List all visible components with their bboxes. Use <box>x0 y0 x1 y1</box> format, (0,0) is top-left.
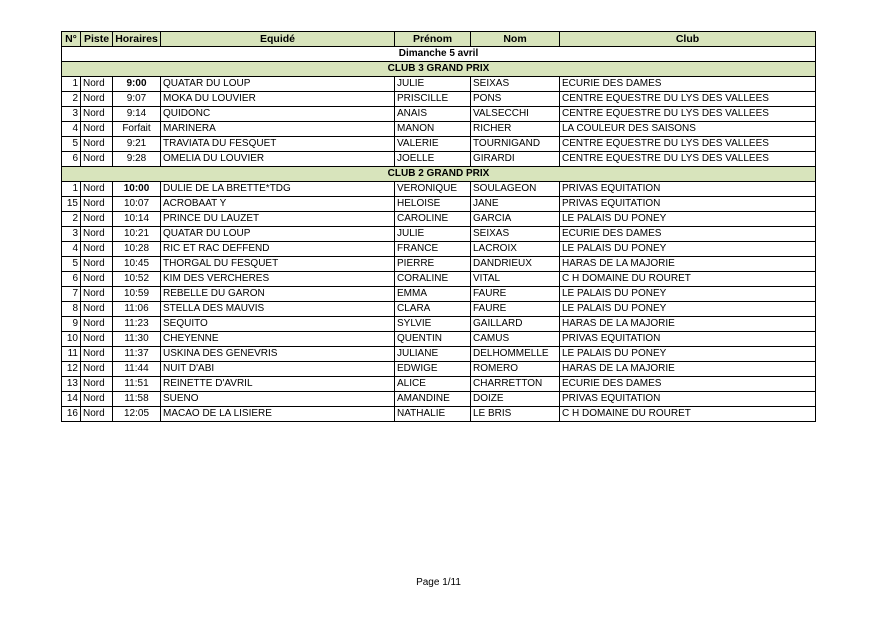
cell-num: 8 <box>62 302 81 317</box>
cell-club: LA COULEUR DES SAISONS <box>560 122 816 137</box>
cell-equide: MOKA DU LOUVIER <box>161 92 395 107</box>
header-row <box>62 32 816 47</box>
cell-club: PRIVAS EQUITATION <box>560 182 816 197</box>
cell-nom: ROMERO <box>471 362 560 377</box>
cell-nom: DOIZE <box>471 392 560 407</box>
section-title: CLUB 3 GRAND PRIX <box>62 62 816 77</box>
cell-club: PRIVAS EQUITATION <box>560 392 816 407</box>
table-row <box>62 107 816 122</box>
cell-time: 9:14 <box>113 107 161 122</box>
header-club: Club <box>560 32 816 47</box>
header-horaires: Horaires <box>113 32 161 47</box>
cell-piste: Nord <box>81 272 113 287</box>
cell-equide: PRINCE DU LAUZET <box>161 212 395 227</box>
cell-time: 9:00 <box>113 77 161 92</box>
cell-num: 2 <box>62 92 81 107</box>
cell-time: 9:28 <box>113 152 161 167</box>
cell-club: HARAS DE LA MAJORIE <box>560 362 816 377</box>
cell-prenom: PIERRE <box>395 257 471 272</box>
table-row <box>62 197 816 212</box>
cell-club: CENTRE EQUESTRE DU LYS DES VALLEES <box>560 152 816 167</box>
table-row <box>62 302 816 317</box>
cell-num: 4 <box>62 242 81 257</box>
cell-equide: OMELIA DU LOUVIER <box>161 152 395 167</box>
cell-club: LE PALAIS DU PONEY <box>560 242 816 257</box>
cell-prenom: CAROLINE <box>395 212 471 227</box>
cell-equide: KIM DES VERCHERES <box>161 272 395 287</box>
cell-piste: Nord <box>81 407 113 422</box>
cell-time: 10:28 <box>113 242 161 257</box>
cell-nom: LE BRIS <box>471 407 560 422</box>
cell-time: 9:07 <box>113 92 161 107</box>
cell-num: 1 <box>62 182 81 197</box>
cell-club: PRIVAS EQUITATION <box>560 332 816 347</box>
cell-time: 10:45 <box>113 257 161 272</box>
cell-club: LE PALAIS DU PONEY <box>560 287 816 302</box>
cell-piste: Nord <box>81 182 113 197</box>
cell-num: 1 <box>62 77 81 92</box>
cell-num: 14 <box>62 392 81 407</box>
cell-equide: REBELLE DU GARON <box>161 287 395 302</box>
cell-time: 10:00 <box>113 182 161 197</box>
cell-time: 12:05 <box>113 407 161 422</box>
day-row <box>62 47 816 62</box>
cell-nom: SOULAGEON <box>471 182 560 197</box>
cell-piste: Nord <box>81 122 113 137</box>
cell-nom: TOURNIGAND <box>471 137 560 152</box>
cell-num: 12 <box>62 362 81 377</box>
table-row <box>62 272 816 287</box>
cell-club: ECURIE DES DAMES <box>560 77 816 92</box>
cell-num: 4 <box>62 122 81 137</box>
cell-equide: DULIE DE LA BRETTE*TDG <box>161 182 395 197</box>
cell-prenom: QUENTIN <box>395 332 471 347</box>
cell-piste: Nord <box>81 392 113 407</box>
cell-num: 3 <box>62 107 81 122</box>
cell-club: HARAS DE LA MAJORIE <box>560 257 816 272</box>
cell-club: ECURIE DES DAMES <box>560 227 816 242</box>
cell-nom: CHARRETTON <box>471 377 560 392</box>
cell-club: LE PALAIS DU PONEY <box>560 212 816 227</box>
cell-time: 11:06 <box>113 302 161 317</box>
cell-nom: FAURE <box>471 302 560 317</box>
table-row <box>62 377 816 392</box>
cell-equide: THORGAL DU FESQUET <box>161 257 395 272</box>
cell-num: 13 <box>62 377 81 392</box>
cell-time: 11:44 <box>113 362 161 377</box>
cell-nom: DANDRIEUX <box>471 257 560 272</box>
cell-time: 11:51 <box>113 377 161 392</box>
cell-piste: Nord <box>81 302 113 317</box>
table-row <box>62 77 816 92</box>
cell-club: C H DOMAINE DU ROURET <box>560 407 816 422</box>
cell-piste: Nord <box>81 92 113 107</box>
cell-prenom: MANON <box>395 122 471 137</box>
cell-equide: RIC ET RAC DEFFEND <box>161 242 395 257</box>
section-row <box>62 62 816 77</box>
cell-club: CENTRE EQUESTRE DU LYS DES VALLEES <box>560 137 816 152</box>
cell-time: Forfait <box>113 122 161 137</box>
cell-piste: Nord <box>81 242 113 257</box>
cell-piste: Nord <box>81 137 113 152</box>
cell-time: 10:14 <box>113 212 161 227</box>
cell-nom: SEIXAS <box>471 77 560 92</box>
cell-num: 15 <box>62 197 81 212</box>
cell-piste: Nord <box>81 332 113 347</box>
cell-equide: QUATAR DU LOUP <box>161 77 395 92</box>
cell-equide: CHEYENNE <box>161 332 395 347</box>
cell-num: 6 <box>62 272 81 287</box>
cell-prenom: EMMA <box>395 287 471 302</box>
header-num: N° <box>62 32 81 47</box>
cell-prenom: JULIE <box>395 227 471 242</box>
cell-nom: PONS <box>471 92 560 107</box>
cell-prenom: JULIE <box>395 77 471 92</box>
cell-club: LE PALAIS DU PONEY <box>560 302 816 317</box>
cell-piste: Nord <box>81 377 113 392</box>
cell-prenom: SYLVIE <box>395 317 471 332</box>
cell-prenom: CLARA <box>395 302 471 317</box>
cell-equide: MACAO DE LA LISIERE <box>161 407 395 422</box>
header-prenom: Prénom <box>395 32 471 47</box>
table-row <box>62 287 816 302</box>
cell-prenom: JOELLE <box>395 152 471 167</box>
table-row <box>62 242 816 257</box>
cell-num: 5 <box>62 137 81 152</box>
cell-num: 11 <box>62 347 81 362</box>
cell-club: HARAS DE LA MAJORIE <box>560 317 816 332</box>
table-row <box>62 152 816 167</box>
cell-prenom: HELOISE <box>395 197 471 212</box>
cell-nom: DELHOMMELLE <box>471 347 560 362</box>
cell-nom: CAMUS <box>471 332 560 347</box>
cell-num: 10 <box>62 332 81 347</box>
cell-nom: JANE <box>471 197 560 212</box>
section-row <box>62 167 816 182</box>
cell-piste: Nord <box>81 287 113 302</box>
header-nom: Nom <box>471 32 560 47</box>
cell-piste: Nord <box>81 152 113 167</box>
schedule-table <box>61 31 816 422</box>
table-row <box>62 362 816 377</box>
cell-num: 6 <box>62 152 81 167</box>
table-row <box>62 332 816 347</box>
cell-prenom: VERONIQUE <box>395 182 471 197</box>
cell-prenom: ALICE <box>395 377 471 392</box>
cell-club: PRIVAS EQUITATION <box>560 197 816 212</box>
cell-prenom: FRANCE <box>395 242 471 257</box>
cell-piste: Nord <box>81 107 113 122</box>
cell-nom: LACROIX <box>471 242 560 257</box>
cell-piste: Nord <box>81 317 113 332</box>
cell-time: 11:37 <box>113 347 161 362</box>
table-row <box>62 122 816 137</box>
cell-equide: STELLA DES MAUVIS <box>161 302 395 317</box>
cell-prenom: AMANDINE <box>395 392 471 407</box>
cell-piste: Nord <box>81 257 113 272</box>
table-row <box>62 137 816 152</box>
cell-equide: TRAVIATA DU FESQUET <box>161 137 395 152</box>
cell-prenom: CORALINE <box>395 272 471 287</box>
cell-prenom: NATHALIE <box>395 407 471 422</box>
cell-nom: FAURE <box>471 287 560 302</box>
table-row <box>62 257 816 272</box>
cell-piste: Nord <box>81 227 113 242</box>
cell-equide: REINETTE D'AVRIL <box>161 377 395 392</box>
cell-equide: SUENO <box>161 392 395 407</box>
cell-prenom: ANAIS <box>395 107 471 122</box>
cell-num: 5 <box>62 257 81 272</box>
cell-nom: GAILLARD <box>471 317 560 332</box>
cell-equide: NUIT D'ABI <box>161 362 395 377</box>
cell-club: CENTRE EQUESTRE DU LYS DES VALLEES <box>560 107 816 122</box>
table-row <box>62 347 816 362</box>
cell-time: 10:59 <box>113 287 161 302</box>
cell-time: 11:58 <box>113 392 161 407</box>
table-row <box>62 212 816 227</box>
cell-time: 10:21 <box>113 227 161 242</box>
day-label: Dimanche 5 avril <box>62 47 816 62</box>
cell-equide: USKINA DES GENEVRIS <box>161 347 395 362</box>
cell-piste: Nord <box>81 347 113 362</box>
cell-club: CENTRE EQUESTRE DU LYS DES VALLEES <box>560 92 816 107</box>
cell-piste: Nord <box>81 77 113 92</box>
cell-club: LE PALAIS DU PONEY <box>560 347 816 362</box>
cell-num: 3 <box>62 227 81 242</box>
cell-num: 2 <box>62 212 81 227</box>
header-equide: Equidé <box>161 32 395 47</box>
cell-prenom: JULIANE <box>395 347 471 362</box>
cell-piste: Nord <box>81 212 113 227</box>
cell-num: 9 <box>62 317 81 332</box>
cell-nom: GIRARDI <box>471 152 560 167</box>
table-row <box>62 392 816 407</box>
table-row <box>62 227 816 242</box>
cell-club: ECURIE DES DAMES <box>560 377 816 392</box>
cell-num: 16 <box>62 407 81 422</box>
section-title: CLUB 2 GRAND PRIX <box>62 167 816 182</box>
cell-nom: SEIXAS <box>471 227 560 242</box>
cell-equide: ACROBAAT Y <box>161 197 395 212</box>
page-number: Page 1/11 <box>416 577 461 588</box>
cell-time: 10:07 <box>113 197 161 212</box>
cell-piste: Nord <box>81 362 113 377</box>
table-row <box>62 407 816 422</box>
table-row <box>62 92 816 107</box>
cell-prenom: PRISCILLE <box>395 92 471 107</box>
cell-equide: QUATAR DU LOUP <box>161 227 395 242</box>
cell-time: 11:23 <box>113 317 161 332</box>
cell-num: 7 <box>62 287 81 302</box>
cell-time: 11:30 <box>113 332 161 347</box>
cell-nom: RICHER <box>471 122 560 137</box>
cell-prenom: VALERIE <box>395 137 471 152</box>
cell-time: 9:21 <box>113 137 161 152</box>
cell-nom: VITAL <box>471 272 560 287</box>
cell-club: C H DOMAINE DU ROURET <box>560 272 816 287</box>
cell-equide: QUIDONC <box>161 107 395 122</box>
cell-prenom: EDWIGE <box>395 362 471 377</box>
cell-equide: MARINERA <box>161 122 395 137</box>
cell-piste: Nord <box>81 197 113 212</box>
cell-nom: VALSECCHI <box>471 107 560 122</box>
header-piste: Piste <box>81 32 113 47</box>
table-row <box>62 182 816 197</box>
cell-nom: GARCIA <box>471 212 560 227</box>
cell-equide: SEQUITO <box>161 317 395 332</box>
table-row <box>62 317 816 332</box>
cell-time: 10:52 <box>113 272 161 287</box>
